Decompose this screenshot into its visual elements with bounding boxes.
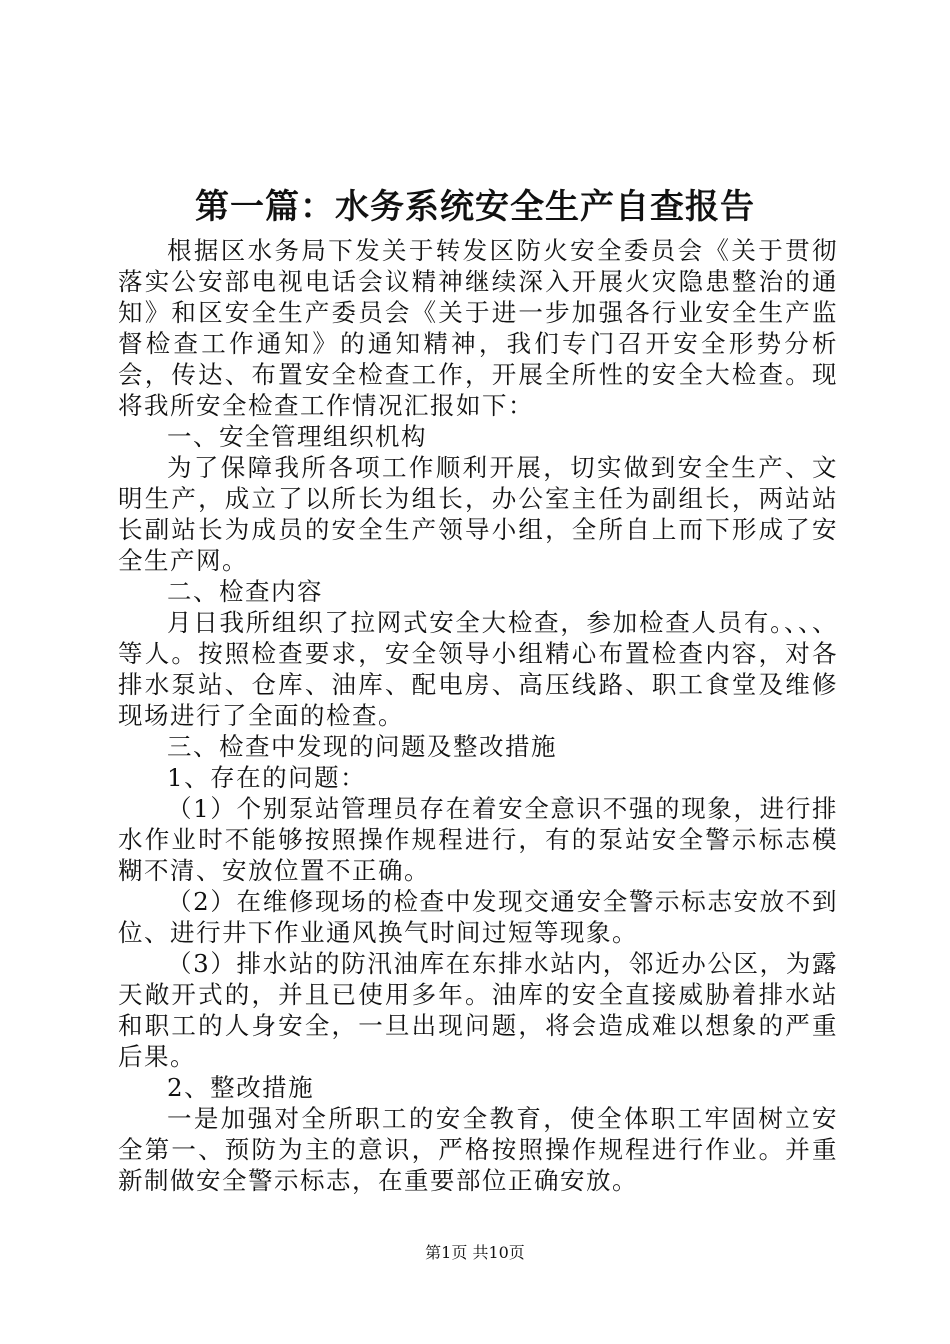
intro-paragraph: 根据区水务局下发关于转发区防火安全委员会《关于贯彻落实公安部电视电话会议精神继续深入开展火灾隐患整治的通知》和区安全生产委员会《关于进一步加强各行业安全生产监督检查工作通知》的通知精神，我们专门召开安全形势分析会，传达、布置安全检查工作，开展全所性的安全大检查。现将我所安全检查工作情况汇报如下： <box>118 236 838 420</box>
body-paragraph: （3）排水站的防汛油库在东排水站内，邻近办公区，为露天敞开式的，并且已使用多年。油库的安全直接威胁着排水站和职工的人身安全，一旦出现问题，将会造成难以想象的严重后果。 <box>118 949 838 1071</box>
body-paragraph: 一是加强对全所职工的安全教育，使全体职工牢固树立安全第一、预防为主的意识，严格按照操作规程进行作业。并重新制做安全警示标志，在重要部位正确安放。 <box>118 1104 838 1195</box>
subsection-heading: 2、整改措施 <box>167 1073 315 1102</box>
document-title: 第一篇：水务系统安全生产自查报告 <box>195 187 755 227</box>
section-heading: 一、安全管理组织机构 <box>167 422 427 451</box>
section-heading: 三、检查中发现的问题及整改措施 <box>167 732 557 761</box>
subsection-heading: 1、存在的问题： <box>167 763 367 792</box>
body-paragraph: （2）在维修现场的检查中发现交通安全警示标志安放不到位、进行井下作业通风换气时间过短等现象。 <box>118 887 838 947</box>
section-heading: 二、检查内容 <box>167 577 323 606</box>
page-number-footer: 第1页 共10页 <box>425 1243 525 1262</box>
body-paragraph: 月日我所组织了拉网式安全大检查，参加检查人员有。、、、等人。按照检查要求，安全领导小组精心布置检查内容，对各排水泵站、仓库、油库、配电房、高压线路、职工食堂及维修现场进行了全面的检查。 <box>118 608 838 730</box>
body-paragraph: （1）个别泵站管理员存在着安全意识不强的现象，进行排水作业时不能够按照操作规程进行，有的泵站安全警示标志模糊不清、安放位置不正确。 <box>118 794 838 885</box>
body-paragraph: 为了保障我所各项工作顺利开展，切实做到安全生产、文明生产，成立了以所长为组长，办公室主任为副组长，两站站长副站长为成员的安全生产领导小组，全所自上而下形成了安全生产网。 <box>118 453 838 575</box>
document-body <box>118 235 838 1196</box>
